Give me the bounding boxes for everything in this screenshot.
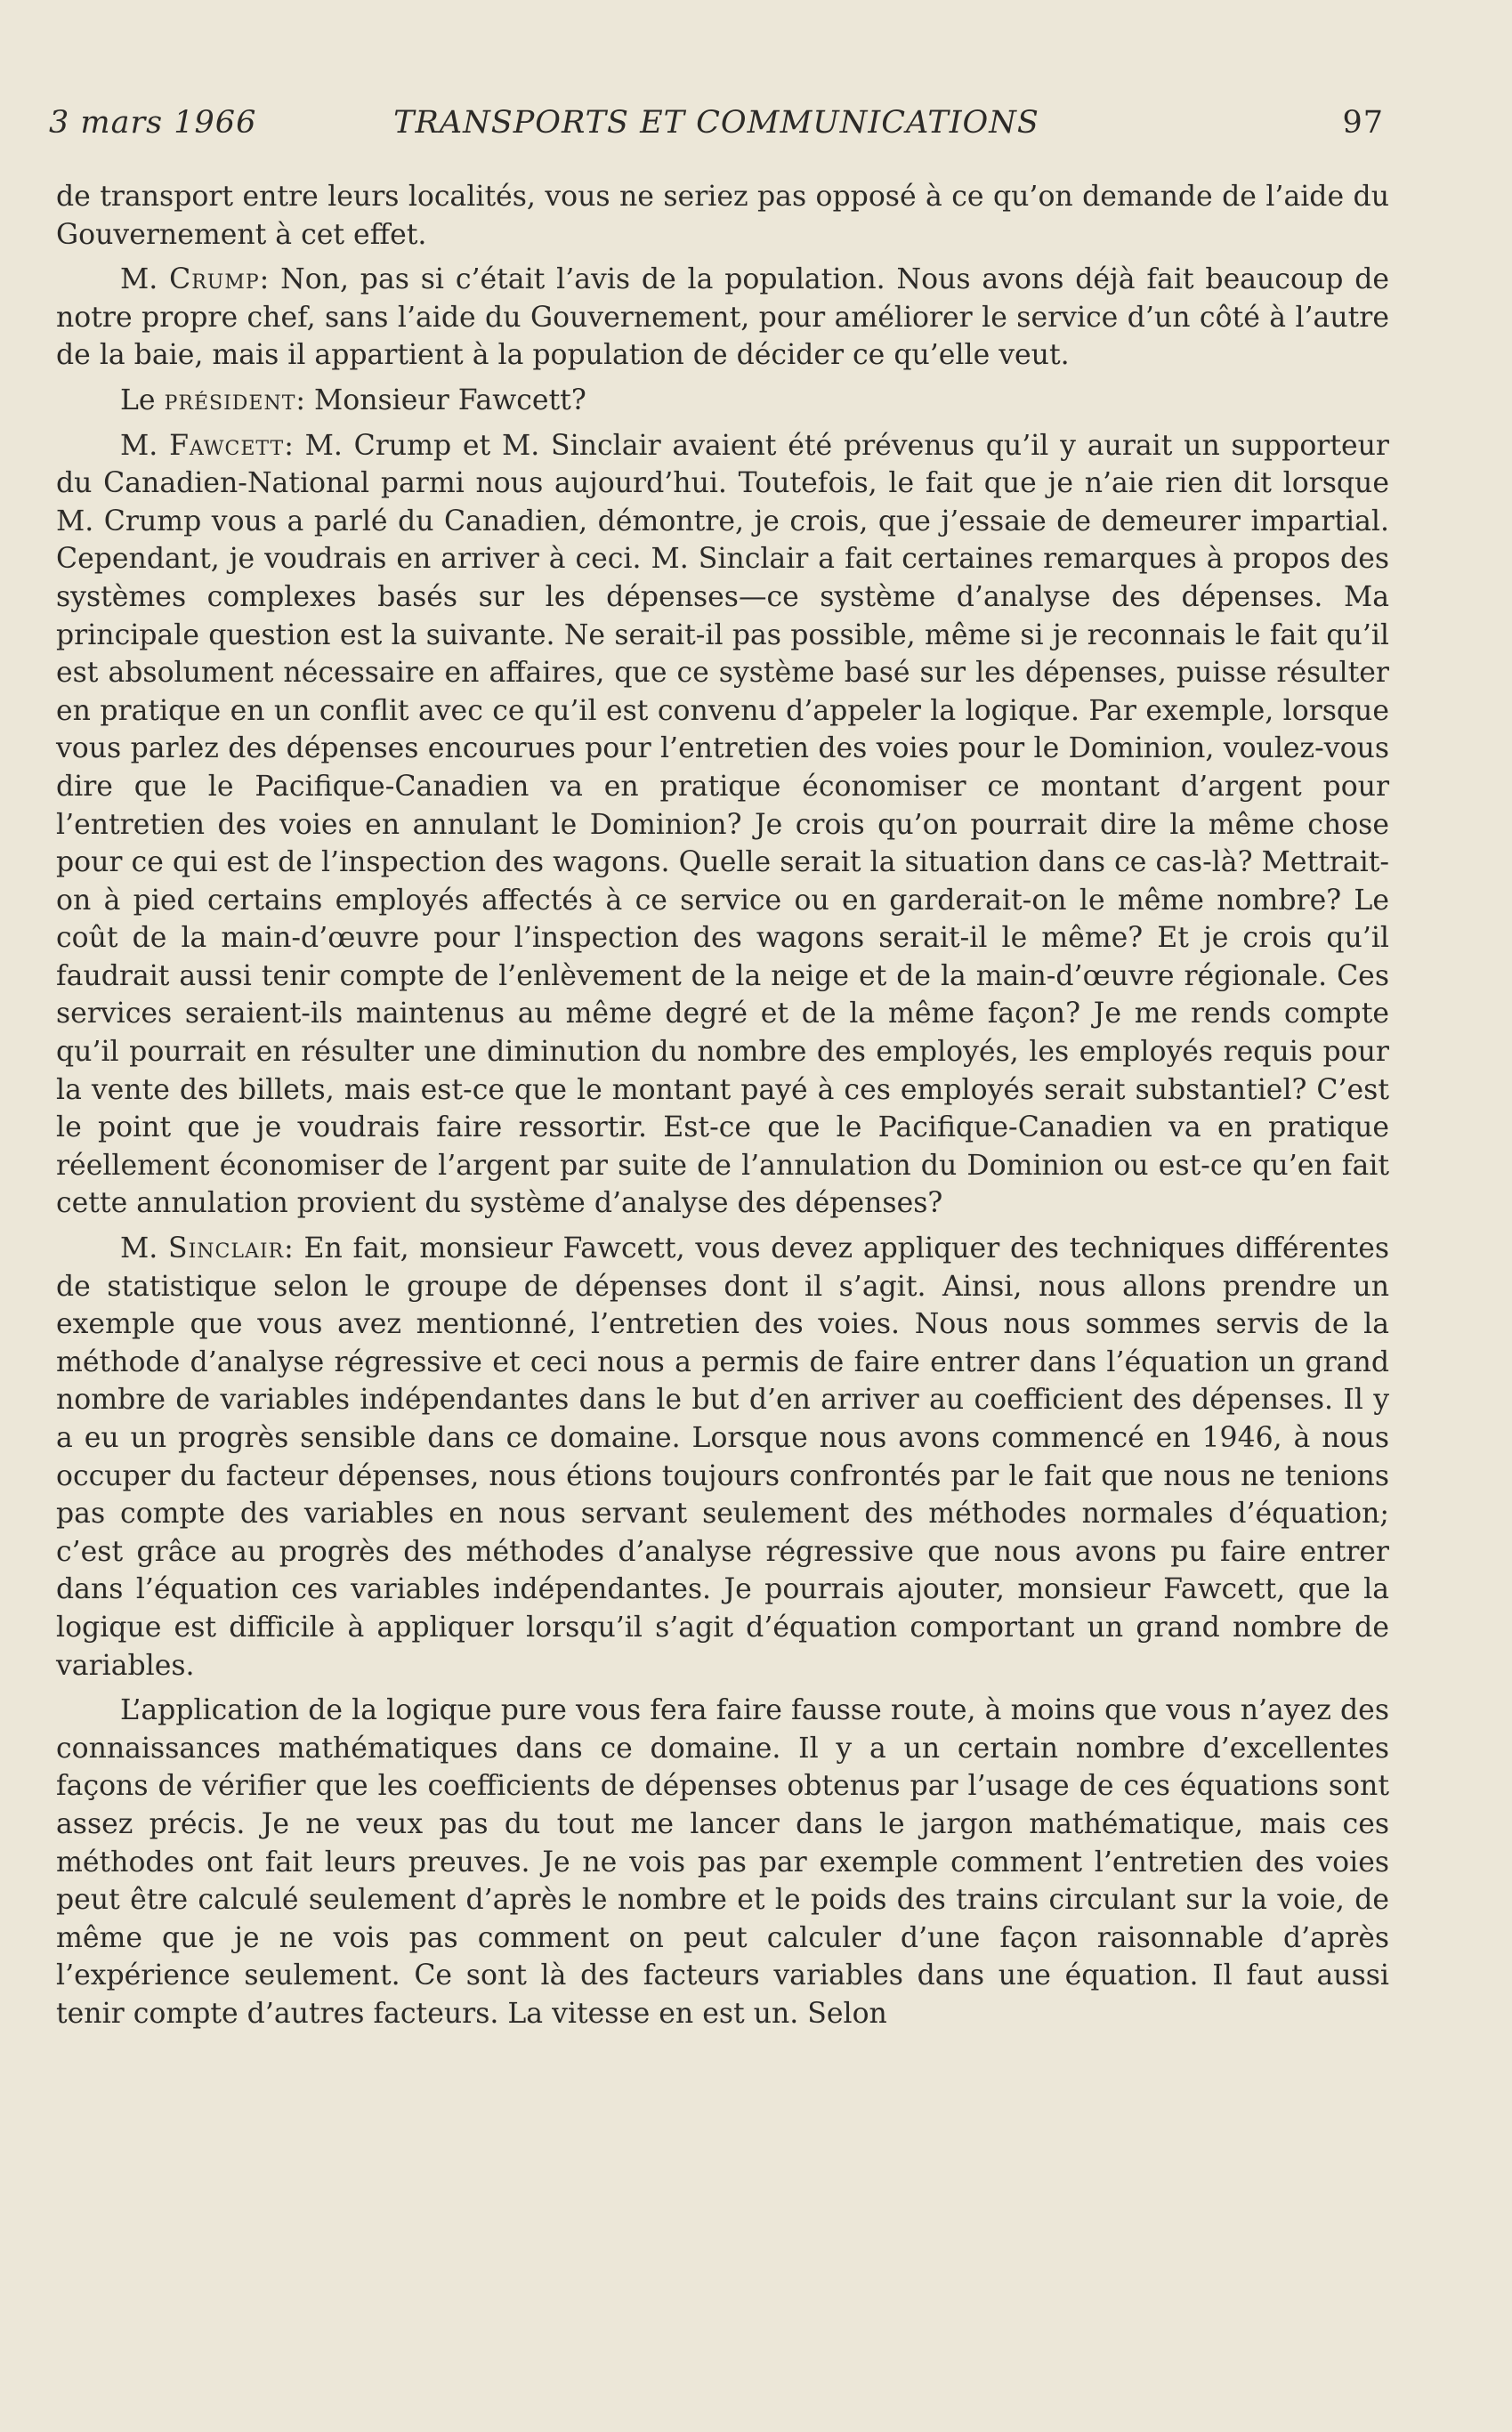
paragraph-text: L’application de la logique pure vous fera faire fausse route, à moins que vous n’ayez des connaissances mathématiques dans ce domaine. Il y a un certain nombre d’excellentes façons de vérifier que les coefficients de dépenses obtenus par l’usage de ces équations sont assez précis. Je ne veux pas du tout me lancer dans le jargon mathématique, mais ces méthodes ont fait leurs preuves. Je ne vois pas par exemple comment l’entretien des voies peut être calculé seulement d’après le nombre et le poids des trains circulant sur la voie, de même que je ne vois pas comment on peut calculer d’une façon raisonnable d’après l’expérience seulement. Ce sont là des facteurs variables dans une équation. Il faut aussi tenir compte d’autres facteurs. La vitesse en est un. Selon <box>56 1694 1389 2030</box>
paragraph-text: de transport entre leurs localités, vous ne seriez pas opposé à ce qu’on demande de l’aide du Gouvernement à cet effet. <box>56 181 1389 251</box>
paragraph <box>56 261 1389 375</box>
speaker-name: Crump <box>169 263 260 296</box>
paragraph-text: : Non, pas si c’était l’avis de la population. Nous avons déjà fait beaucoup de notre propre chef, sans l’aide du Gouvernement, pour améliorer le service d’un côté à l’autre de la baie, mais il appartient à la population de décider ce qu’elle veut. <box>56 263 1390 372</box>
speaker-prefix: M. <box>120 263 170 296</box>
header-title: TRANSPORTS ET COMMUNICATIONS <box>393 105 1039 141</box>
header-date: 3 mars 1966 <box>49 105 257 141</box>
speaker-name: Fawcett <box>169 429 285 462</box>
paragraph <box>56 1692 1389 2032</box>
paragraph <box>56 178 1389 254</box>
paragraph-text: : M. Crump et M. Sinclair avaient été prévenus qu’il y aurait un supporteur du Canadien-National parmi nous aujourd’hui. Toutefois, le fait que je n’aie rien dit lorsque M. Crump vous a parlé du Canadien, démontre, je crois, que j’essaie de demeurer impartial. Cependant, je voudrais en arriver à ceci. M. Sinclair a fait certaines remarques à propos des systèmes complexes basés sur les dépenses—ce système d’analyse des dépenses. Ma principale question est la suivante. Ne serait-il pas possible, même si je reconnais le fait qu’il est absolument nécessaire en affaires, que ce système basé sur les dépenses, puisse résulter en pratique en un conflit avec ce qu’il est convenu d’appeler la logique. Par exemple, lorsque vous parlez des dépenses encourues pour l’entretien des voies pour le Dominion, voulez-vous dire que le Pacifique-Canadien va en pratique économiser ce montant d’argent pour l’entretien des voies en annulant le Dominion? Je crois qu’on pourrait dire la même chose pour ce qui est de l’inspection des wagons. Quelle serait la situation dans ce cas-là? Mettrait-on à pied certains employés affectés à ce service ou en garderait-on le même nombre? Le coût de la main-d’œuvre pour l’inspection des wagons serait-il le même? Et je crois qu’il faudrait aussi tenir compte de l’enlèvement de la neige et de la main-d’œuvre régionale. Ces services seraient-ils maintenus au même degré et de la même façon? Je me rends compte qu’il pourrait en résulter une diminution du nombre des employés, les employés requis pour la vente des billets, mais est-ce que le montant payé à ces employés serait substantiel? C’est le point que je voudrais faire ressortir. Est-ce que le Pacifique-Canadien va en pratique réellement économiser de l’argent par suite de l’annulation du Dominion ou est-ce qu’en fait cette annulation provient du système d’analyse des dépenses? <box>56 429 1389 1220</box>
speaker-prefix: M. <box>120 429 170 462</box>
paragraph <box>56 382 1389 420</box>
speaker-name: président <box>164 384 296 416</box>
body-text <box>56 178 1389 2040</box>
page-number: 97 <box>1342 105 1384 141</box>
speaker-prefix: Le <box>120 384 165 416</box>
paragraph-text: : En fait, monsieur Fawcett, vous devez appliquer des techniques différentes de statistique selon le groupe de dépenses dont il s’agit. Ainsi, nous allons prendre un exemple que vous avez mentionné, l’entretien des voies. Nous nous sommes servis de la méthode d’analyse régressive et ceci nous a permis de faire entrer dans l’équation un grand nombre de variables indépendantes dans le but d’en arriver au coefficient des dépenses. Il y a eu un progrès sensible dans ce domaine. Lorsque nous avons commencé en 1946, à nous occuper du facteur dépenses, nous étions toujours confrontés par le fait que nous ne tenions pas compte des variables en nous servant seulement des méthodes normales d’équation; c’est grâce au progrès des méthodes d’analyse régressive que nous avons pu faire entrer dans l’équation ces variables indépendantes. Je pourrais ajouter, monsieur Fawcett, que la logique est difficile à appliquer lorsqu’il s’agit d’équation comportant un grand nombre de variables. <box>56 1232 1390 1682</box>
paragraph-text: : Monsieur Fawcett? <box>295 384 586 416</box>
paragraph <box>56 427 1389 1223</box>
speaker-name: Sinclair <box>168 1232 285 1265</box>
speaker-prefix: M. <box>120 1232 169 1265</box>
paragraph <box>56 1230 1389 1685</box>
page-header <box>49 105 1384 149</box>
